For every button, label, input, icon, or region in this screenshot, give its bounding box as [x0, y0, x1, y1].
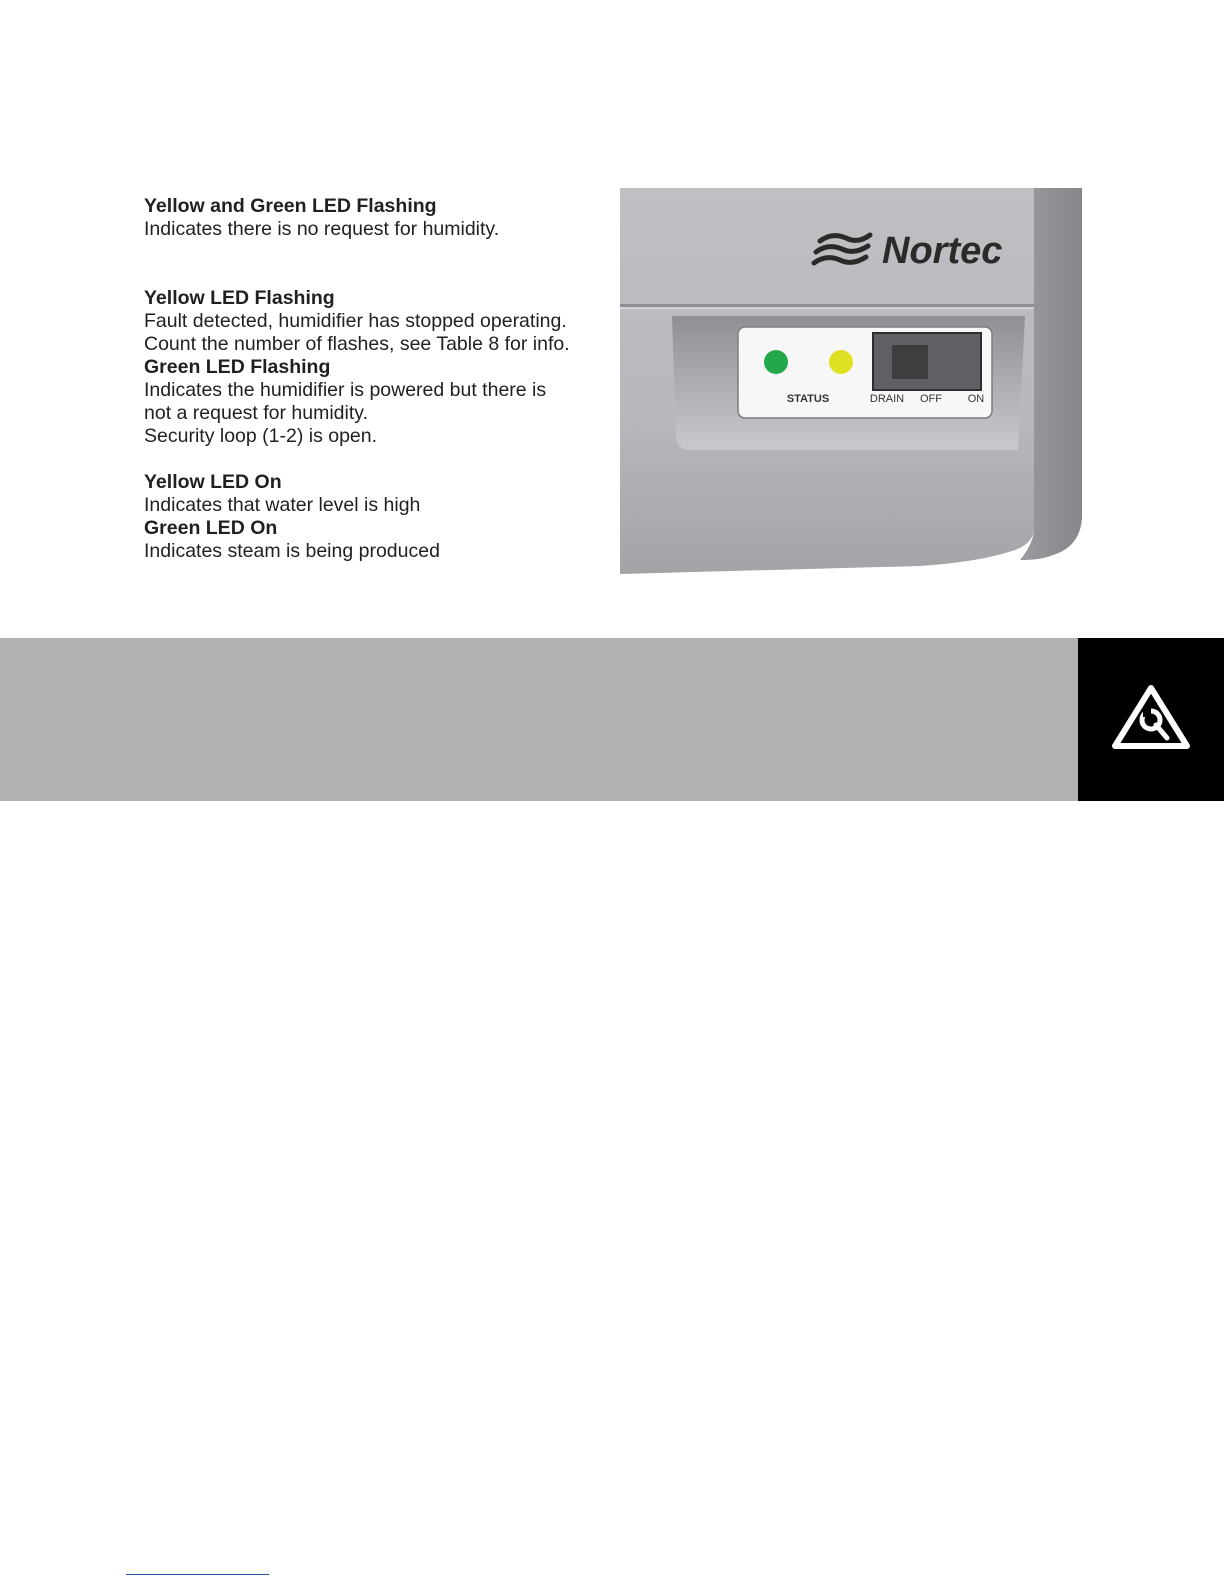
- legend-text: Fault detected, humidifier has stopped operating.: [144, 310, 567, 332]
- legend-text: Security loop (1-2) is open.: [144, 425, 378, 447]
- legend-heading-yellow-on: Yellow LED On: [144, 471, 282, 493]
- legend-heading-green-on: Green LED On: [144, 517, 278, 539]
- humidifier-panel-illustration: [620, 188, 1117, 591]
- legend-text: Count the number of flashes, see Table 8 for info.: [144, 333, 570, 355]
- legend-text: Indicates that water level is high: [144, 494, 421, 516]
- switch-label-on: ON: [967, 393, 985, 405]
- legend-text: Indicates the humidifier is powered but there is: [144, 379, 547, 401]
- switch-label-off: OFF: [920, 393, 942, 405]
- status-label: STATUS: [786, 393, 830, 405]
- green-led-icon: [764, 350, 788, 374]
- section-tab: [1078, 638, 1224, 801]
- legend-text: Indicates there is no request for humidity.: [144, 218, 500, 240]
- legend-heading-yellow-green-flashing: Yellow and Green LED Flashing: [144, 195, 437, 217]
- switch-label-drain: DRAIN: [869, 393, 905, 405]
- yellow-led-icon: [829, 350, 853, 374]
- warning-wrench-icon: [1111, 684, 1191, 750]
- legend-text: Indicates steam is being produced: [144, 540, 440, 562]
- legend-text: not a request for humidity.: [144, 402, 369, 424]
- legend-heading-yellow-flashing: Yellow LED Flashing: [144, 287, 335, 309]
- section-banner: [0, 638, 1078, 801]
- led-legend: [144, 195, 604, 563]
- brand-logo-text: Nortec: [882, 230, 1003, 272]
- switch-rocker: [892, 345, 928, 379]
- footnote-rule: [126, 1574, 269, 1575]
- legend-heading-green-flashing: Green LED Flashing: [144, 356, 331, 378]
